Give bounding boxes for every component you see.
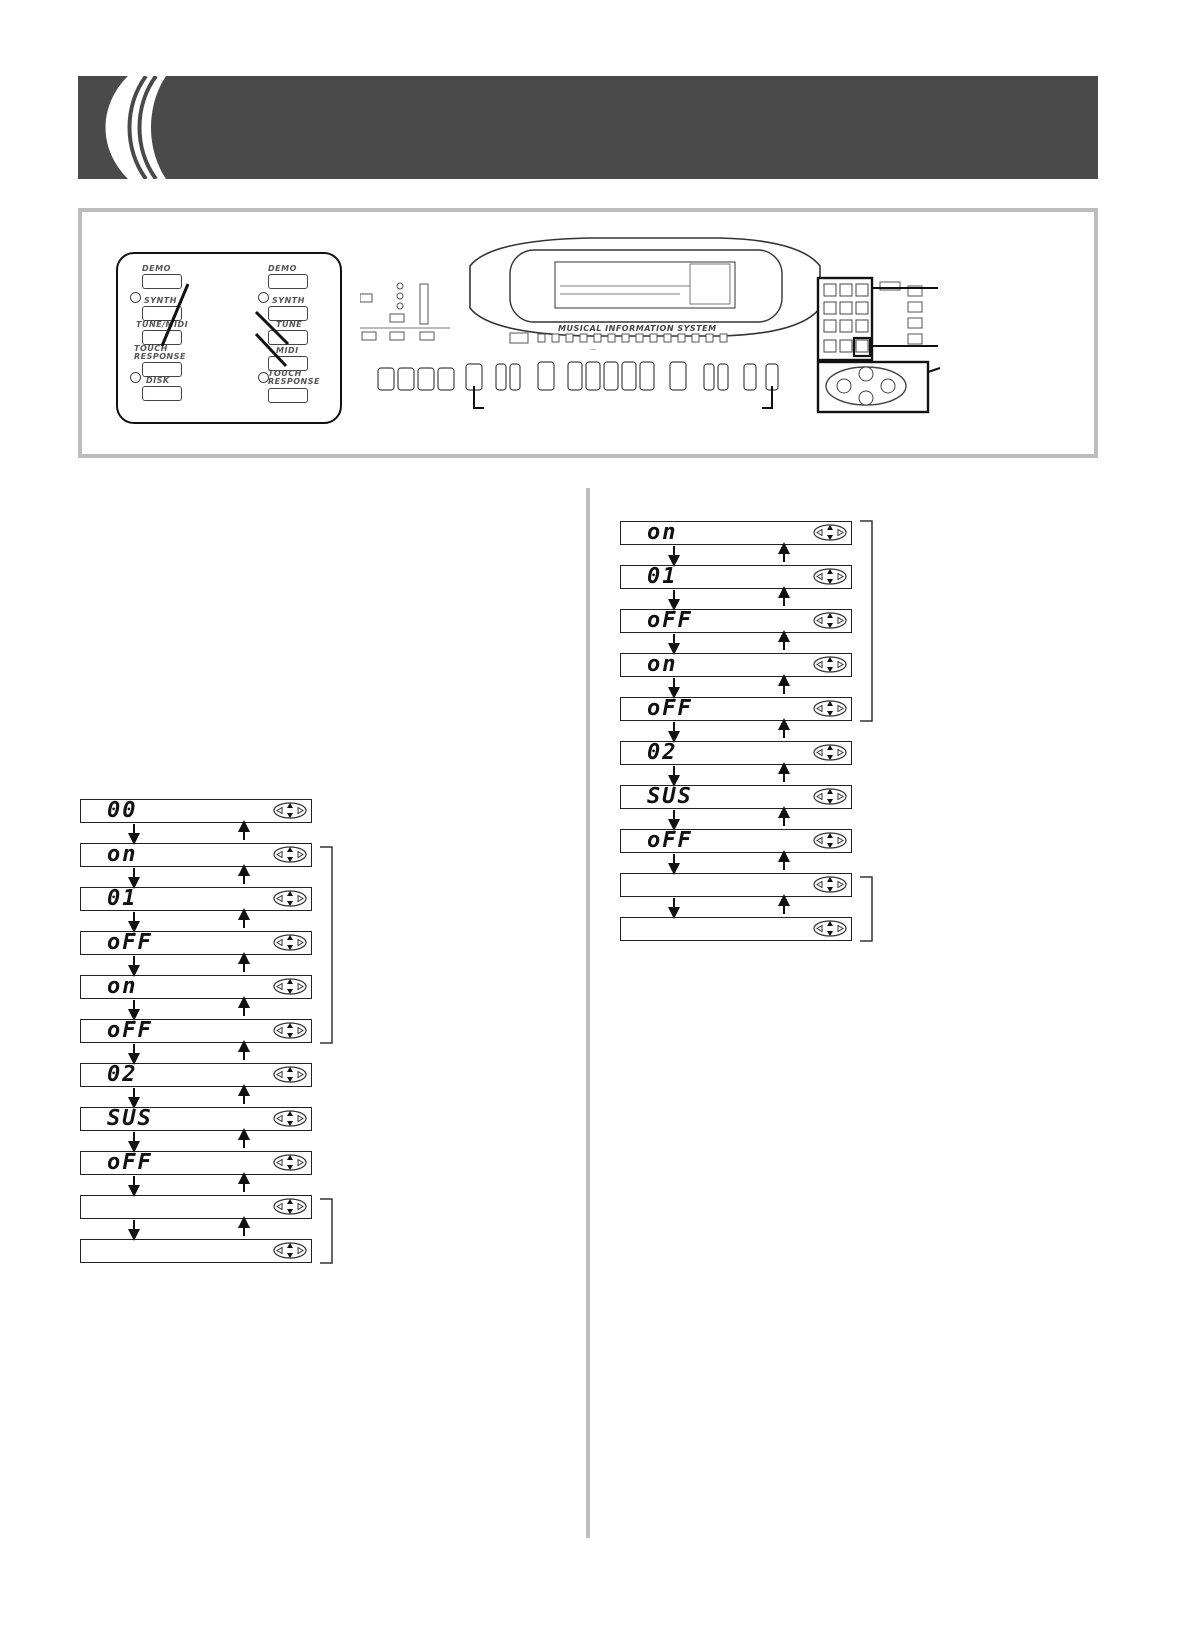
display-value: SUS [107,1106,153,1131]
chapter-tab-icon [88,76,184,179]
flow-arrows [620,521,880,941]
display-value: on [647,520,678,545]
tune-midi-label: TUNE/MIDI [136,320,189,329]
demo-label: DEMO [142,264,171,273]
pointer-lines [118,254,340,422]
touch-response-label: TOUCH RESPONSE [134,344,186,361]
display-value: oFF [647,696,693,721]
touch-response-label: TOUCH RESPONSE [268,369,320,386]
display-value: 01 [107,886,138,911]
display-value: oFF [107,1150,153,1175]
display-value: oFF [647,608,693,633]
column-divider [586,488,590,1538]
button-zoom-inset [116,252,342,424]
numpad-and-cursor [814,276,944,416]
display-value: 01 [647,564,678,589]
synth-label: SYNTH [272,296,305,305]
display-value: 00 [107,798,138,823]
display-value: oFF [107,1018,153,1043]
tune-label: TUNE [276,320,303,329]
display-value: oFF [647,828,693,853]
synth-label: SYNTH [144,296,177,305]
display-value: oFF [107,930,153,955]
display-value: on [107,842,138,867]
chapter-header-bar [78,76,1098,179]
midi-label: MIDI [276,346,299,355]
display-caption: MUSICAL INFORMATION SYSTEM [558,324,717,333]
display-value: 02 [647,740,678,765]
flow-arrows [80,799,340,1263]
display-value: on [107,974,138,999]
display-value: on [647,652,678,677]
demo-label: DEMO [268,264,297,273]
display-value: SUS [647,784,693,809]
svg-text:—: — [590,346,596,353]
display-value: 02 [107,1062,138,1087]
disk-label: DISK [146,376,170,385]
